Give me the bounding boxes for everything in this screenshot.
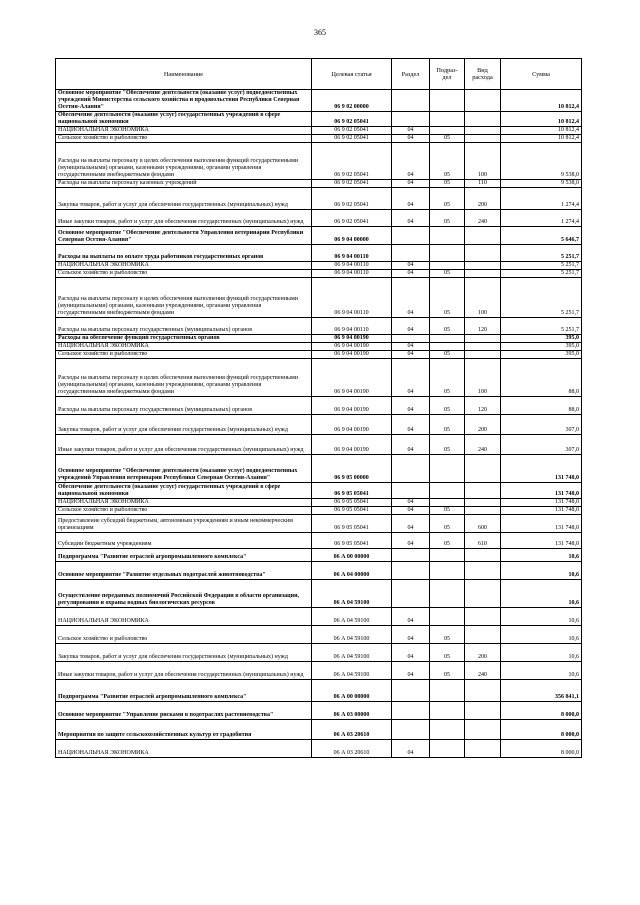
row-target-code: 06 9 04 00000 — [312, 227, 392, 245]
row-section — [392, 720, 430, 740]
row-subsection: 05 — [430, 278, 465, 318]
table-row — [56, 143, 582, 180]
row-target-code: 06 9 04 00110 — [312, 262, 392, 270]
header-subsection: Подраз- дел — [430, 59, 465, 90]
row-subsection: 05 — [430, 351, 465, 359]
row-expense-type: 240 — [465, 210, 501, 227]
row-sum: 10 812,4 — [501, 112, 582, 127]
row-target-code: 06 9 04 00190 — [312, 359, 392, 397]
row-expense-type: 200 — [465, 188, 501, 210]
table-row — [56, 397, 582, 415]
row-subsection — [430, 343, 465, 351]
row-section: 04 — [392, 515, 430, 533]
row-target-code: 06 9 05 05041 — [312, 533, 392, 549]
row-expense-type: 110 — [465, 180, 501, 188]
table-row — [56, 343, 582, 351]
row-expense-type — [465, 740, 501, 758]
table-row — [56, 507, 582, 515]
row-sum: 1 274,4 — [501, 210, 582, 227]
row-expense-type: 200 — [465, 415, 501, 435]
row-expense-type — [465, 343, 501, 351]
row-target-code: 06 9 02 00000 — [312, 90, 392, 112]
row-target-code: 06 9 04 00110 — [312, 278, 392, 318]
row-subsection — [430, 680, 465, 702]
table-row — [56, 644, 582, 662]
row-sum: 10,6 — [501, 662, 582, 680]
row-section: 04 — [392, 397, 430, 415]
row-target-code: 06 9 04 00190 — [312, 435, 392, 455]
row-sum: 10,6 — [501, 562, 582, 580]
row-section — [392, 90, 430, 112]
row-subsection — [430, 335, 465, 343]
row-expense-type — [465, 245, 501, 262]
row-section — [392, 549, 430, 562]
row-name: НАЦИОНАЛЬНАЯ ЭКОНОМИКА — [56, 343, 312, 351]
row-name: НАЦИОНАЛЬНАЯ ЭКОНОМИКА — [56, 608, 312, 626]
row-subsection — [430, 227, 465, 245]
row-target-code: 06 9 05 00000 — [312, 455, 392, 483]
table-row — [56, 245, 582, 262]
row-expense-type — [465, 135, 501, 143]
row-expense-type: 120 — [465, 318, 501, 335]
row-sum: 5 251,7 — [501, 318, 582, 335]
row-target-code: 06 А 00 00000 — [312, 680, 392, 702]
row-target-code: 06 9 04 00190 — [312, 415, 392, 435]
row-subsection — [430, 549, 465, 562]
row-target-code: 06 9 04 00110 — [312, 318, 392, 335]
row-sum: 131 748,0 — [501, 515, 582, 533]
row-name: Основное мероприятие "Обеспечение деятельности (оказание услуг) подведомственных учреждений Управления ветеринарии Республики Северная Осетия-Алания" — [56, 455, 312, 483]
row-target-code: 06 А 04 59100 — [312, 662, 392, 680]
row-section: 04 — [392, 188, 430, 210]
row-subsection: 05 — [430, 435, 465, 455]
row-sum: 395,0 — [501, 351, 582, 359]
row-sum: 5 251,7 — [501, 270, 582, 278]
row-target-code: 06 9 02 05041 — [312, 188, 392, 210]
row-subsection — [430, 90, 465, 112]
row-subsection — [430, 455, 465, 483]
row-name: Расходы на выплаты персоналу государственных (муниципальных) органов — [56, 318, 312, 335]
row-target-code: 06 9 04 00190 — [312, 343, 392, 351]
row-target-code: 06 9 04 00190 — [312, 397, 392, 415]
table-row — [56, 127, 582, 135]
row-name: Субсидии бюджетным учреждениям — [56, 533, 312, 549]
row-name: Подпрограмма "Развитие отраслей агропромышленного комплекса" — [56, 680, 312, 702]
row-section: 04 — [392, 644, 430, 662]
table-row — [56, 435, 582, 455]
row-subsection: 05 — [430, 533, 465, 549]
row-sum: 10 812,4 — [501, 127, 582, 135]
row-sum: 9 538,0 — [501, 180, 582, 188]
table-row — [56, 608, 582, 626]
row-name: Основное мероприятие "Развитие отдельных подотраслей животноводства" — [56, 562, 312, 580]
row-name: НАЦИОНАЛЬНАЯ ЭКОНОМИКА — [56, 499, 312, 507]
row-name: Обеспечение деятельности (оказание услуг) государственных учреждений в сфере национальной экономики — [56, 483, 312, 499]
row-expense-type: 240 — [465, 662, 501, 680]
row-section: 04 — [392, 262, 430, 270]
row-subsection: 05 — [430, 135, 465, 143]
row-name: Сельское хозяйство и рыболовство — [56, 270, 312, 278]
row-section: 04 — [392, 415, 430, 435]
row-subsection — [430, 262, 465, 270]
row-sum: 88,0 — [501, 359, 582, 397]
table-row — [56, 549, 582, 562]
row-name: Сельское хозяйство и рыболовство — [56, 351, 312, 359]
row-expense-type: 610 — [465, 533, 501, 549]
row-subsection — [430, 580, 465, 608]
row-sum: 5 646,7 — [501, 227, 582, 245]
row-expense-type — [465, 127, 501, 135]
row-sum: 9 538,0 — [501, 143, 582, 180]
row-section — [392, 335, 430, 343]
table-row — [56, 335, 582, 343]
table-row — [56, 359, 582, 397]
row-expense-type — [465, 455, 501, 483]
row-section — [392, 227, 430, 245]
row-subsection — [430, 740, 465, 758]
row-section: 04 — [392, 351, 430, 359]
row-expense-type — [465, 702, 501, 720]
table-row — [56, 702, 582, 720]
row-sum: 307,0 — [501, 435, 582, 455]
row-name: Расходы на выплаты персоналу государственных (муниципальных) органов — [56, 397, 312, 415]
row-target-code: 06 9 05 05041 — [312, 483, 392, 499]
budget-table — [55, 58, 582, 758]
row-sum: 5 251,7 — [501, 262, 582, 270]
row-section — [392, 112, 430, 127]
table-row — [56, 562, 582, 580]
row-subsection — [430, 608, 465, 626]
row-target-code: 06 9 04 00190 — [312, 351, 392, 359]
header-section: Раздел — [392, 59, 430, 90]
row-sum: 131 748,0 — [501, 499, 582, 507]
table-body — [56, 90, 582, 758]
row-subsection — [430, 702, 465, 720]
row-sum: 10,6 — [501, 626, 582, 644]
row-expense-type: 600 — [465, 515, 501, 533]
row-section: 04 — [392, 507, 430, 515]
row-subsection: 05 — [430, 415, 465, 435]
row-section: 04 — [392, 210, 430, 227]
row-sum: 5 251,7 — [501, 245, 582, 262]
row-expense-type — [465, 262, 501, 270]
table-row — [56, 112, 582, 127]
row-subsection — [430, 483, 465, 499]
row-target-code: 06 А 04 59100 — [312, 608, 392, 626]
row-name: Расходы на выплаты персоналу в целях обеспечения выполнения функций государственными (муниципальными) органами, казенными учреждениями, органами управления государственными внебюджетными фондами — [56, 359, 312, 397]
row-subsection: 05 — [430, 644, 465, 662]
table-row — [56, 90, 582, 112]
row-section — [392, 245, 430, 262]
row-target-code: 06 9 02 05041 — [312, 135, 392, 143]
row-target-code: 06 9 02 05041 — [312, 127, 392, 135]
row-section: 04 — [392, 533, 430, 549]
table-row — [56, 499, 582, 507]
row-sum: 131 748,0 — [501, 533, 582, 549]
table-row — [56, 270, 582, 278]
row-target-code: 06 А 03 00000 — [312, 702, 392, 720]
row-name: Иные закупки товаров, работ и услуг для обеспечения государственных (муниципальных) нужд — [56, 210, 312, 227]
row-section: 04 — [392, 343, 430, 351]
row-section: 04 — [392, 180, 430, 188]
row-expense-type — [465, 608, 501, 626]
table-row — [56, 680, 582, 702]
table-row — [56, 580, 582, 608]
row-sum: 88,0 — [501, 397, 582, 415]
row-name: Закупка товаров, работ и услуг для обеспечения государственных (муниципальных) нужд — [56, 644, 312, 662]
row-sum: 395,0 — [501, 343, 582, 351]
row-name: Основное мероприятие "Обеспечение деятельности (оказание услуг) подведомственных учреждений Министерства сельского хозяйства и продовольствия Республики Северная Осетия-Алания" — [56, 90, 312, 112]
table-row — [56, 533, 582, 549]
table-row — [56, 483, 582, 499]
row-expense-type — [465, 270, 501, 278]
row-section: 04 — [392, 127, 430, 135]
row-name: Подпрограмма "Развитие отраслей агропромышленного комплекса" — [56, 549, 312, 562]
table-row — [56, 318, 582, 335]
row-sum: 5 251,7 — [501, 278, 582, 318]
row-subsection: 05 — [430, 662, 465, 680]
row-expense-type — [465, 112, 501, 127]
row-name: Иные закупки товаров, работ и услуг для обеспечения государственных (муниципальных) нужд — [56, 662, 312, 680]
table-row — [56, 210, 582, 227]
row-name: НАЦИОНАЛЬНАЯ ЭКОНОМИКА — [56, 127, 312, 135]
table-row — [56, 415, 582, 435]
table-row — [56, 188, 582, 210]
table-row — [56, 662, 582, 680]
row-expense-type — [465, 580, 501, 608]
row-sum: 10,6 — [501, 549, 582, 562]
row-section — [392, 580, 430, 608]
row-section: 04 — [392, 278, 430, 318]
row-target-code: 06 9 05 05041 — [312, 499, 392, 507]
row-section — [392, 483, 430, 499]
header-sum: Сумма — [501, 59, 582, 90]
table-row — [56, 626, 582, 644]
row-target-code: 06 9 02 05041 — [312, 210, 392, 227]
row-subsection: 05 — [430, 143, 465, 180]
row-target-code: 06 А 04 00000 — [312, 562, 392, 580]
row-sum: 131 748,0 — [501, 483, 582, 499]
header-name: Наименование — [56, 59, 312, 90]
row-section: 04 — [392, 270, 430, 278]
row-subsection: 05 — [430, 359, 465, 397]
row-name: Расходы на выплаты персоналу в целях обеспечения выполнения функций государственными (муниципальными) органами, казенными учреждениями, органами управления государственными внебюджетными фондами — [56, 143, 312, 180]
row-target-code: 06 А 04 59100 — [312, 580, 392, 608]
row-name: Обеспечение деятельности (оказание услуг) государственных учреждений в сфере национальной экономики — [56, 112, 312, 127]
row-expense-type — [465, 549, 501, 562]
row-expense-type: 100 — [465, 143, 501, 180]
row-subsection — [430, 245, 465, 262]
row-sum: 131 748,0 — [501, 455, 582, 483]
row-sum: 8 000,0 — [501, 702, 582, 720]
row-name: Иные закупки товаров, работ и услуг для обеспечения государственных (муниципальных) нужд — [56, 435, 312, 455]
row-name: Расходы на выплаты по оплате труда работников государственных органов — [56, 245, 312, 262]
row-target-code: 06 А 03 20610 — [312, 720, 392, 740]
table-header-row — [56, 59, 582, 90]
table-row — [56, 278, 582, 318]
row-expense-type — [465, 227, 501, 245]
table-row — [56, 351, 582, 359]
row-sum: 10,6 — [501, 644, 582, 662]
row-target-code: 06 А 04 59100 — [312, 626, 392, 644]
row-expense-type — [465, 90, 501, 112]
row-subsection: 05 — [430, 270, 465, 278]
row-subsection — [430, 127, 465, 135]
row-name: Основное мероприятие "Управление рисками в подотраслях растениеводства" — [56, 702, 312, 720]
row-section: 04 — [392, 740, 430, 758]
row-subsection: 05 — [430, 318, 465, 335]
header-type: Вид расхода — [465, 59, 501, 90]
row-expense-type — [465, 351, 501, 359]
row-subsection — [430, 720, 465, 740]
row-target-code: 06 9 02 05041 — [312, 180, 392, 188]
table-row — [56, 740, 582, 758]
row-target-code: 06 9 04 00110 — [312, 245, 392, 262]
table-row — [56, 720, 582, 740]
row-expense-type: 100 — [465, 278, 501, 318]
row-name: НАЦИОНАЛЬНАЯ ЭКОНОМИКА — [56, 740, 312, 758]
row-expense-type — [465, 507, 501, 515]
header-code: Целевая статья — [312, 59, 392, 90]
row-name: Закупка товаров, работ и услуг для обеспечения государственных (муниципальных) нужд — [56, 415, 312, 435]
row-section — [392, 680, 430, 702]
row-sum: 10,6 — [501, 608, 582, 626]
row-subsection: 05 — [430, 180, 465, 188]
row-expense-type — [465, 562, 501, 580]
row-subsection — [430, 112, 465, 127]
row-name: Сельское хозяйство и рыболовство — [56, 626, 312, 644]
row-target-code: 06 А 03 20610 — [312, 740, 392, 758]
table-row — [56, 180, 582, 188]
row-sum: 131 748,0 — [501, 507, 582, 515]
row-target-code: 06 9 05 05041 — [312, 515, 392, 533]
row-expense-type: 120 — [465, 397, 501, 415]
row-subsection: 05 — [430, 210, 465, 227]
row-subsection — [430, 562, 465, 580]
row-expense-type — [465, 720, 501, 740]
row-expense-type — [465, 499, 501, 507]
table-row — [56, 455, 582, 483]
row-target-code: 06 9 04 00190 — [312, 335, 392, 343]
row-target-code: 06 А 00 00000 — [312, 549, 392, 562]
row-sum: 10 812,4 — [501, 90, 582, 112]
row-name: Сельское хозяйство и рыболовство — [56, 507, 312, 515]
row-name: Осуществление переданных полномочий Российской Федерации в области организации, регулирования и охраны водных биологических ресурсов — [56, 580, 312, 608]
page-number: 365 — [314, 28, 326, 37]
row-subsection: 05 — [430, 397, 465, 415]
table-row — [56, 262, 582, 270]
row-target-code: 06 9 05 05041 — [312, 507, 392, 515]
row-target-code: 06 9 02 05041 — [312, 143, 392, 180]
row-subsection: 05 — [430, 188, 465, 210]
table-row — [56, 135, 582, 143]
row-name: Основное мероприятие "Обеспечение деятельности Управления ветеринарии Республики Северная Осетия-Алания" — [56, 227, 312, 245]
row-subsection: 05 — [430, 515, 465, 533]
row-section — [392, 562, 430, 580]
row-name: Сельское хозяйство и рыболовство — [56, 135, 312, 143]
row-expense-type — [465, 335, 501, 343]
row-sum: 8 000,0 — [501, 720, 582, 740]
row-sum: 307,0 — [501, 415, 582, 435]
row-target-code: 06 9 02 05041 — [312, 112, 392, 127]
row-name: Мероприятия по защите сельскохозяйственных культур от градобития — [56, 720, 312, 740]
row-section: 04 — [392, 318, 430, 335]
row-section: 04 — [392, 435, 430, 455]
row-target-code: 06 А 04 59100 — [312, 644, 392, 662]
row-expense-type: 200 — [465, 644, 501, 662]
row-subsection: 05 — [430, 507, 465, 515]
row-sum: 10 812,4 — [501, 135, 582, 143]
row-section: 04 — [392, 499, 430, 507]
row-sum: 8 000,0 — [501, 740, 582, 758]
row-section: 04 — [392, 359, 430, 397]
row-sum: 356 841,1 — [501, 680, 582, 702]
table-row — [56, 515, 582, 533]
row-expense-type: 100 — [465, 359, 501, 397]
row-name: Предоставление субсидий бюджетным, автономным учреждениям и иным некоммерческим организациям — [56, 515, 312, 533]
row-section: 04 — [392, 608, 430, 626]
row-sum: 10,6 — [501, 580, 582, 608]
row-section — [392, 702, 430, 720]
row-expense-type — [465, 626, 501, 644]
row-sum: 395,0 — [501, 335, 582, 343]
table-row — [56, 227, 582, 245]
row-section: 04 — [392, 143, 430, 180]
row-name: Расходы на выплаты персоналу казенных учреждений — [56, 180, 312, 188]
row-expense-type — [465, 483, 501, 499]
row-subsection: 05 — [430, 626, 465, 644]
row-section — [392, 455, 430, 483]
row-section: 04 — [392, 626, 430, 644]
row-expense-type — [465, 680, 501, 702]
row-subsection — [430, 499, 465, 507]
row-section: 04 — [392, 135, 430, 143]
row-name: Расходы на обеспечение функций государственных органов — [56, 335, 312, 343]
row-target-code: 06 9 04 00110 — [312, 270, 392, 278]
row-sum: 1 274,4 — [501, 188, 582, 210]
row-name: Расходы на выплаты персоналу в целях обеспечения выполнения функций государственными (муниципальными) органами, казенными учреждениями, органами управления государственными внебюджетными фондами — [56, 278, 312, 318]
row-name: НАЦИОНАЛЬНАЯ ЭКОНОМИКА — [56, 262, 312, 270]
row-name: Закупка товаров, работ и услуг для обеспечения государственных (муниципальных) нужд — [56, 188, 312, 210]
row-expense-type: 240 — [465, 435, 501, 455]
row-section: 04 — [392, 662, 430, 680]
